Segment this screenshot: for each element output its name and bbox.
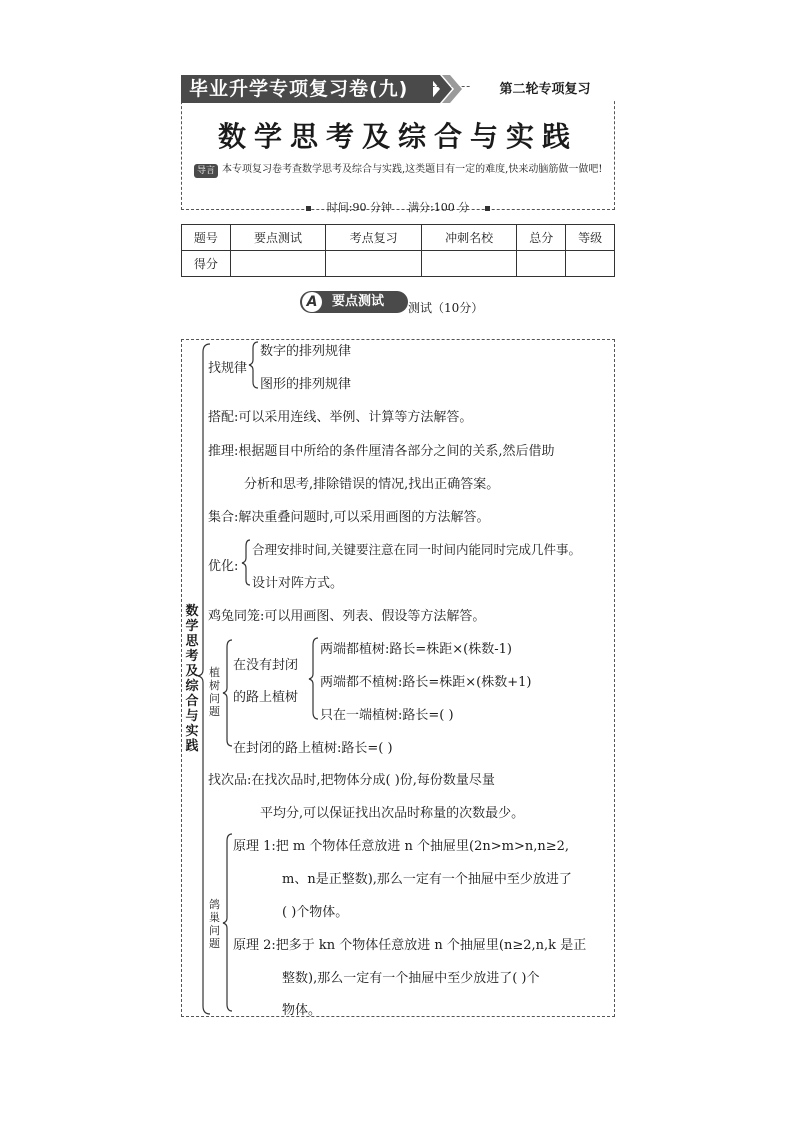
section-name: 要点测试 <box>332 294 385 309</box>
score-row-label: 得分 <box>182 251 231 277</box>
score-header-cell: 总分 <box>517 225 566 251</box>
tree-closed: 在封闭的路上植树:路长=( ) <box>233 741 393 756</box>
optimize-brace-icon <box>242 540 250 585</box>
optimize-item: 合理安排时间,关键要注意在同一时间内能同时完成几件事。 <box>252 542 581 557</box>
outline-vertical-title: 数学思考及综合与实践 <box>185 604 199 754</box>
section-letter: A <box>302 292 322 312</box>
tree-item: 只在一端植树:路长=( ) <box>320 708 454 723</box>
reason-text: 分析和思考,排除错误的情况,找出正确答案。 <box>244 477 500 492</box>
pigeonhole-principle: 物体。 <box>282 1003 322 1018</box>
reason-text: 推理:根据题目中所给的条件厘清各部分之间的关系,然后借助 <box>208 444 555 459</box>
score-header-cell: 题号 <box>182 225 231 251</box>
pigeonhole-principle: 原理 1:把 m 个物体任意放进 n 个抽屉里(2n>m>n,n≥2, <box>233 839 570 854</box>
tree-brace-icon <box>223 640 232 746</box>
pigeonhole-principle: 原理 2:把多于 kn 个物体任意放进 n 个抽屉里(n≥2,n,k 是正 <box>233 938 587 953</box>
find-rule-item: 数字的排列规律 <box>260 344 352 359</box>
open-road-label: 在没有封闭 <box>233 658 299 673</box>
exam-full-score: 满分:100 分 <box>408 201 470 214</box>
defective-text: 找次品:在找次品时,把物体分成( )份,每份数量尽量 <box>208 773 495 788</box>
pigeonhole-principle: m、n是正整数),那么一定有一个抽屉中至少放进了 <box>282 872 572 887</box>
find-rule-item: 图形的排列规律 <box>260 377 352 392</box>
pigeonhole-brace-icon <box>223 834 232 1011</box>
pigeonhole-label: 鸽巢问题 <box>209 898 220 950</box>
open-road-brace-icon <box>309 638 318 719</box>
score-header-cell: 等级 <box>566 225 615 251</box>
score-header-cell: 冲刺名校 <box>421 225 517 251</box>
find-rule-brace-icon <box>249 342 258 388</box>
page-title: 数学思考及综合与实践 <box>217 120 578 153</box>
optimize-label: 优化: <box>208 559 239 574</box>
tree-label: 植树问题 <box>209 666 220 718</box>
tree-item: 两端都不植树:路长=株距×(株数+1) <box>320 675 532 690</box>
score-header-cell: 要点测试 <box>230 225 326 251</box>
guide-badge: 导言 <box>194 164 218 178</box>
score-header-cell: 考点复习 <box>326 225 422 251</box>
tree-item: 两端都植树:路长=株距×(株数-1) <box>320 642 512 657</box>
round-label: 第二轮专项复习 <box>470 80 620 100</box>
section-subtitle: 测试（10分） <box>408 301 484 315</box>
open-road-label: 的路上植树 <box>233 690 299 705</box>
exam-time: 时间:90 分钟 <box>326 201 392 214</box>
paper-banner: 毕业升学专项复习卷(九) <box>181 75 433 103</box>
chicken-rabbit-text: 鸡兔同笼:可以用画图、列表、假设等方法解答。 <box>208 609 486 624</box>
defective-text: 平均分,可以保证找出次品时称量的次数最少。 <box>260 806 525 821</box>
optimize-item: 设计对阵方式。 <box>252 576 344 591</box>
find-rule-label: 找规律 <box>208 361 248 376</box>
guide-text: 本专项复习卷考查数学思考及综合与实践,这类题目有一定的难度,快来动脑筋做一做吧! <box>222 164 603 175</box>
match-text: 搭配:可以采用连线、举例、计算等方法解答。 <box>208 410 473 425</box>
pigeonhole-principle: ( )个物体。 <box>282 905 349 920</box>
sets-text: 集合:解决重叠问题时,可以采用画图的方法解答。 <box>208 510 490 525</box>
pigeonhole-principle: 整数),那么一定有一个抽屉中至少放进了( )个 <box>282 971 540 986</box>
